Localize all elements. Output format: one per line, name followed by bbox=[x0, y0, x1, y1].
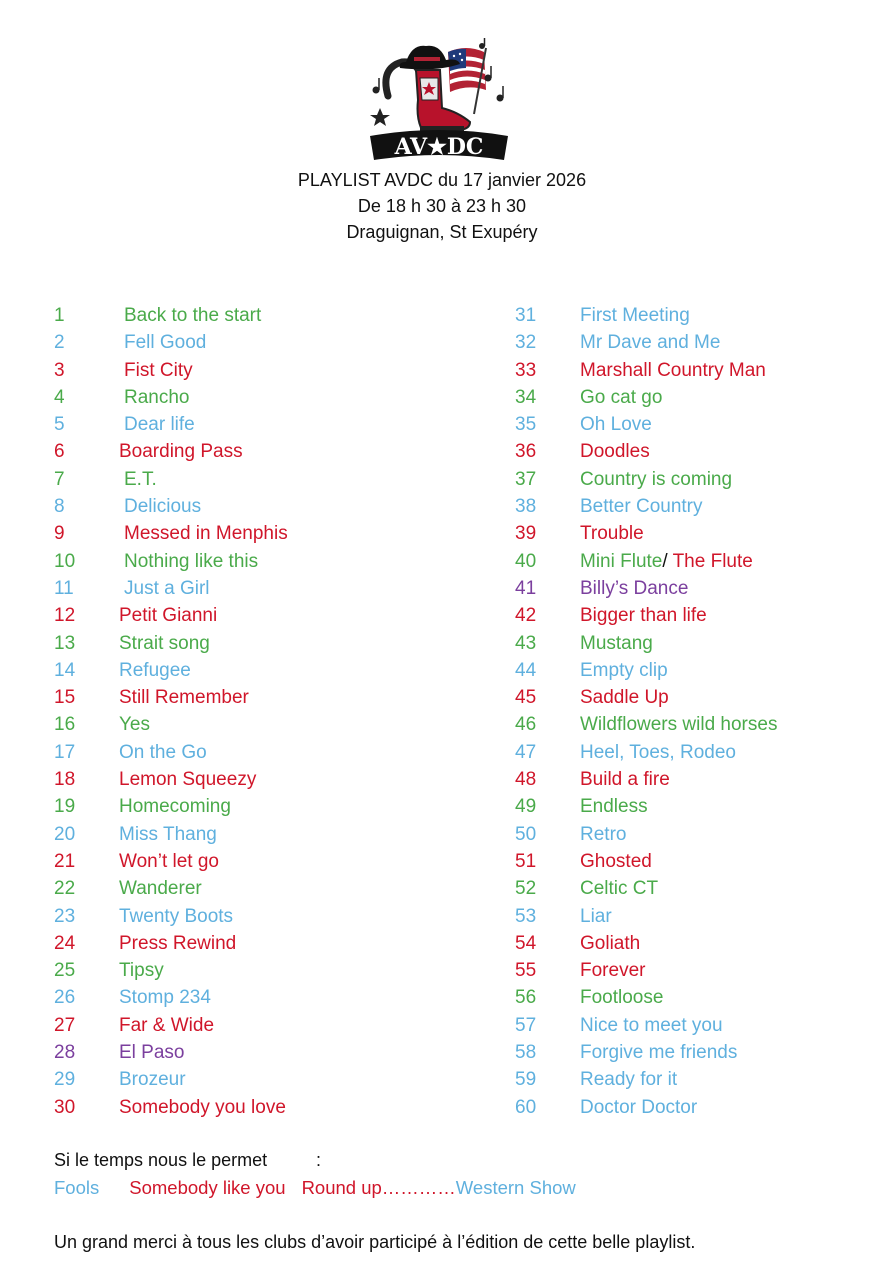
track-title: Goliath bbox=[580, 932, 641, 954]
track-number: 52 bbox=[515, 878, 537, 900]
track-number: 56 bbox=[515, 987, 537, 1009]
track-title-group bbox=[119, 711, 150, 738]
track-title-group bbox=[119, 875, 202, 902]
track-title-group bbox=[124, 411, 195, 438]
extras-heading bbox=[54, 1150, 322, 1171]
track-title: Better Country bbox=[580, 496, 703, 518]
track-title: Homecoming bbox=[119, 796, 231, 818]
track-title-group bbox=[580, 548, 753, 575]
track-number: 48 bbox=[515, 769, 537, 791]
track-title: Tipsy bbox=[119, 960, 164, 982]
extra-song-fools: Fools bbox=[54, 1177, 100, 1198]
track-title: Marshall Country Man bbox=[580, 359, 766, 381]
track-number: 45 bbox=[515, 687, 537, 709]
track-number: 14 bbox=[54, 659, 76, 681]
track-title-group bbox=[580, 739, 736, 766]
track-title: Messed in Menphis bbox=[124, 523, 288, 545]
track-title: Just a Girl bbox=[124, 577, 210, 599]
track-title: Footloose bbox=[580, 987, 664, 1009]
star-icon bbox=[370, 108, 390, 126]
track-title-group bbox=[119, 848, 219, 875]
track-title-group bbox=[580, 630, 653, 657]
track-title: Retro bbox=[580, 823, 627, 845]
track-number: 17 bbox=[54, 741, 76, 763]
track-title: Saddle Up bbox=[580, 687, 669, 709]
track-title-group bbox=[580, 984, 663, 1011]
track-number: 12 bbox=[54, 605, 76, 627]
track-number: 35 bbox=[515, 414, 537, 436]
track-title: Heel, Toes, Rodeo bbox=[580, 741, 736, 763]
track-title: Ghosted bbox=[580, 850, 652, 872]
track-title-group bbox=[119, 821, 217, 848]
playlist-title: PLAYLIST AVDC du 17 janvier 2026 bbox=[297, 170, 587, 190]
extras-heading-colon: : bbox=[316, 1150, 322, 1170]
track-title-group bbox=[119, 1012, 214, 1039]
track-title-group bbox=[580, 384, 662, 411]
track-title-group bbox=[119, 739, 207, 766]
track-title-group bbox=[119, 957, 164, 984]
track-number: 58 bbox=[515, 1042, 537, 1064]
extra-song-somebody-like-you: Somebody like you bbox=[129, 1177, 286, 1198]
track-number: 60 bbox=[515, 1096, 537, 1118]
track-title: Lemon Squeezy bbox=[119, 769, 257, 791]
track-title: Forgive me friends bbox=[580, 1042, 738, 1064]
track-number: 15 bbox=[54, 687, 76, 709]
track-number: 19 bbox=[54, 796, 76, 818]
track-title: Yes bbox=[119, 714, 150, 736]
track-title: Won’t let go bbox=[119, 850, 219, 872]
track-title: Mr Dave and Me bbox=[580, 332, 721, 354]
track-title-group bbox=[580, 357, 766, 384]
track-title: Mustang bbox=[580, 632, 653, 654]
track-number: 53 bbox=[515, 905, 537, 927]
track-title: Endless bbox=[580, 796, 648, 818]
track-title-group bbox=[580, 493, 703, 520]
track-title-group bbox=[580, 1094, 697, 1121]
track-title-group bbox=[119, 766, 256, 793]
track-number: 38 bbox=[515, 496, 537, 518]
track-number: 27 bbox=[54, 1014, 76, 1036]
track-title-group bbox=[124, 520, 288, 547]
track-number: 8 bbox=[54, 496, 65, 518]
track-title-group bbox=[580, 329, 720, 356]
track-number: 32 bbox=[515, 332, 537, 354]
track-title: Delicious bbox=[124, 496, 202, 518]
track-title-group bbox=[580, 1039, 737, 1066]
playlist-location: Draguignan, St Exupéry bbox=[346, 222, 538, 242]
track-number: 16 bbox=[54, 714, 76, 736]
track-number: 9 bbox=[54, 523, 65, 545]
track-title-group bbox=[119, 930, 236, 957]
track-title: Mini Flute bbox=[580, 550, 663, 572]
track-number: 59 bbox=[515, 1069, 537, 1091]
track-title: Forever bbox=[580, 960, 646, 982]
track-title-group bbox=[119, 793, 231, 820]
track-number: 46 bbox=[515, 714, 537, 736]
track-number: 11 bbox=[54, 577, 74, 599]
track-title-group bbox=[124, 548, 258, 575]
track-title-group bbox=[124, 575, 210, 602]
track-title: Bigger than life bbox=[580, 605, 707, 627]
track-number: 23 bbox=[54, 905, 76, 927]
track-title-group bbox=[124, 466, 157, 493]
track-number: 50 bbox=[515, 823, 537, 845]
track-title: Fell Good bbox=[124, 332, 207, 354]
track-title-group bbox=[580, 602, 707, 629]
flag-icon bbox=[448, 48, 486, 114]
track-title: Trouble bbox=[580, 523, 644, 545]
track-number: 36 bbox=[515, 441, 537, 463]
track-title: Go cat go bbox=[580, 386, 663, 408]
track-title: Build a fire bbox=[580, 769, 670, 791]
track-title: Nice to meet you bbox=[580, 1014, 723, 1036]
track-title-group bbox=[580, 957, 645, 984]
playlist-time: De 18 h 30 à 23 h 30 bbox=[357, 196, 527, 216]
track-title-group bbox=[580, 848, 652, 875]
track-number: 47 bbox=[515, 741, 537, 763]
track-title-group bbox=[580, 1066, 677, 1093]
track-title-group bbox=[580, 930, 640, 957]
track-title-group bbox=[580, 466, 732, 493]
track-title-group bbox=[119, 630, 210, 657]
track-title: Doodles bbox=[580, 441, 650, 463]
track-number: 4 bbox=[54, 386, 65, 408]
track-number: 25 bbox=[54, 960, 76, 982]
track-title: Celtic CT bbox=[580, 878, 659, 900]
track-title-group bbox=[119, 1066, 186, 1093]
track-title-group bbox=[580, 766, 670, 793]
track-title: Stomp 234 bbox=[119, 987, 211, 1009]
extra-song-western-show: Western Show bbox=[455, 1177, 576, 1198]
track-title: Wanderer bbox=[119, 878, 202, 900]
track-title-group bbox=[124, 493, 201, 520]
track-title: On the Go bbox=[119, 741, 207, 763]
track-title-group bbox=[119, 1039, 184, 1066]
track-title-group bbox=[580, 302, 690, 329]
track-number: 33 bbox=[515, 359, 537, 381]
track-title-group bbox=[580, 520, 644, 547]
track-title: Liar bbox=[580, 905, 612, 927]
track-number: 3 bbox=[54, 359, 65, 381]
track-title-group bbox=[124, 384, 190, 411]
thanks-footer: Un grand merci à tous les clubs d’avoir participé à l’édition de cette belle playlist. bbox=[54, 1232, 696, 1252]
track-title: Dear life bbox=[124, 414, 195, 436]
track-title-alt: The Flute bbox=[672, 550, 753, 572]
track-number: 41 bbox=[515, 577, 537, 599]
track-number: 39 bbox=[515, 523, 537, 545]
track-title-group bbox=[119, 657, 191, 684]
track-number: 54 bbox=[515, 932, 537, 954]
track-number: 43 bbox=[515, 632, 537, 654]
track-number: 18 bbox=[54, 769, 76, 791]
track-title: Ready for it bbox=[580, 1069, 678, 1091]
track-title: First Meeting bbox=[580, 305, 690, 326]
header bbox=[0, 167, 874, 245]
track-title-group bbox=[119, 602, 217, 629]
extra-song-round-up: Round up………… bbox=[301, 1177, 456, 1198]
track-title: Back to the start bbox=[124, 305, 262, 326]
track-title: Country is coming bbox=[580, 468, 733, 490]
track-title-group bbox=[580, 711, 777, 738]
track-number: 28 bbox=[54, 1042, 76, 1064]
track-number: 31 bbox=[515, 305, 537, 326]
track-title-group bbox=[580, 657, 668, 684]
track-number: 55 bbox=[515, 960, 537, 982]
track-number: 22 bbox=[54, 878, 76, 900]
track-title: Press Rewind bbox=[119, 932, 237, 954]
track-title: Brozeur bbox=[119, 1069, 186, 1091]
track-title-group bbox=[580, 684, 669, 711]
logo-text: AV★DC bbox=[394, 134, 484, 160]
track-title: Somebody you love bbox=[119, 1096, 286, 1118]
track-title-group bbox=[580, 575, 688, 602]
track-number: 24 bbox=[54, 932, 76, 954]
track-title: Far & Wide bbox=[119, 1014, 215, 1036]
track-title-group bbox=[119, 903, 233, 930]
track-number: 37 bbox=[515, 468, 537, 490]
track-number: 26 bbox=[54, 987, 76, 1009]
track-number: 34 bbox=[515, 386, 537, 408]
track-title-group bbox=[580, 903, 612, 930]
track-title-group bbox=[580, 1012, 723, 1039]
track-number: 1 bbox=[54, 305, 65, 326]
track-number: 6 bbox=[54, 441, 65, 463]
track-title: Fist City bbox=[124, 359, 193, 381]
track-number: 10 bbox=[54, 550, 76, 572]
track-number: 44 bbox=[515, 659, 537, 681]
track-title-group bbox=[580, 793, 648, 820]
track-title: Still Remember bbox=[119, 687, 249, 709]
track-number: 51 bbox=[515, 850, 537, 872]
track-number: 57 bbox=[515, 1014, 537, 1036]
track-title-group bbox=[580, 875, 658, 902]
track-title: Oh Love bbox=[580, 414, 652, 436]
track-title-group bbox=[119, 1094, 286, 1121]
track-title: Wildflowers wild horses bbox=[580, 714, 778, 736]
track-number: 49 bbox=[515, 796, 537, 818]
track-title: Twenty Boots bbox=[119, 905, 234, 927]
track-number: 13 bbox=[54, 632, 76, 654]
track-separator: / bbox=[662, 550, 673, 572]
track-title: Miss Thang bbox=[119, 823, 217, 845]
extras-list bbox=[54, 1177, 576, 1199]
track-number: 20 bbox=[54, 823, 76, 845]
track-number: 40 bbox=[515, 550, 537, 572]
track-title: Petit Gianni bbox=[119, 605, 218, 627]
track-title: Strait song bbox=[119, 632, 210, 654]
track-title-group bbox=[119, 684, 249, 711]
track-number: 2 bbox=[54, 332, 65, 354]
track-title-group bbox=[119, 984, 211, 1011]
track-title-group bbox=[124, 357, 193, 384]
track-title: Nothing like this bbox=[124, 550, 259, 572]
track-title: El Paso bbox=[119, 1042, 185, 1064]
track-title: Refugee bbox=[119, 659, 191, 681]
track-title-group bbox=[124, 302, 261, 329]
avdc-logo bbox=[366, 38, 512, 162]
track-title-group bbox=[124, 329, 206, 356]
track-number: 42 bbox=[515, 605, 537, 627]
track-title: E.T. bbox=[124, 468, 157, 490]
track-number: 21 bbox=[54, 850, 76, 872]
track-title: Doctor Doctor bbox=[580, 1096, 698, 1118]
track-title: Rancho bbox=[124, 386, 190, 408]
track-title-group bbox=[580, 821, 626, 848]
track-title-group bbox=[119, 438, 243, 465]
track-title: Billy’s Dance bbox=[580, 577, 689, 599]
track-number: 29 bbox=[54, 1069, 76, 1091]
track-number: 5 bbox=[54, 414, 65, 436]
track-number: 30 bbox=[54, 1096, 76, 1118]
track-title: Boarding Pass bbox=[119, 441, 243, 463]
extras-heading-text: Si le temps nous le permet bbox=[54, 1150, 268, 1170]
track-title-group bbox=[580, 411, 652, 438]
track-number: 7 bbox=[54, 468, 65, 490]
track-title: Empty clip bbox=[580, 659, 668, 681]
track-title-group bbox=[580, 438, 650, 465]
